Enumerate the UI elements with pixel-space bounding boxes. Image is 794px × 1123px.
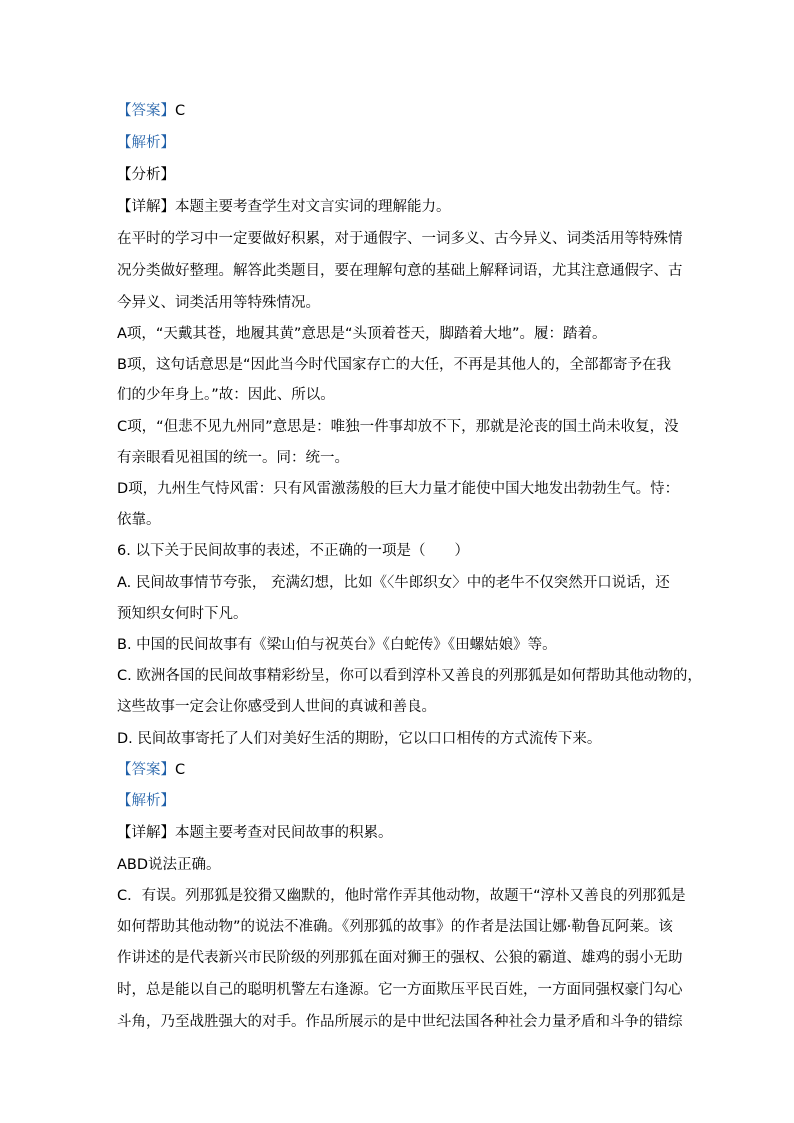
detail-text: 本题主要考查学生对文言实词的理解能力。 (175, 199, 451, 215)
text-line: ABD说法正确。 (117, 857, 221, 873)
text-line: 们的少年身上。”故：因此、所以。 (117, 387, 335, 403)
text-line: C项，“但悲不见九州同”意思是：唯独一件事却放不下，那就是沦丧的国土尚未收复，没 (117, 419, 679, 435)
analysis-tag: 【解析】 (117, 135, 175, 151)
option-a-continued: 预知织女何时下凡。 (117, 606, 248, 622)
option-a: A. 民间故事情节夸张， 充满幻想，比如《〈牛郎织女〉中的老牛不仅突然开口说话，还 (117, 575, 670, 591)
text-line: 斗角，乃至战胜强大的对手。作品所展示的是中世纪法国各种社会力量矛盾和斗争的错综 (117, 1014, 683, 1030)
analysis-tag: 【解析】 (117, 793, 175, 809)
text-line: 依靠。 (117, 512, 161, 528)
detail-tag: 【详解】 (117, 199, 175, 215)
detail-line-2 (117, 823, 393, 843)
detail-tag: 【详解】 (117, 825, 175, 841)
detail-text: 本题主要考查对民间故事的积累。 (175, 825, 393, 841)
text-line: 有亲眼看见祖国的统一。同：统一。 (117, 450, 349, 466)
question-stem: 6. 以下关于民间故事的表述，不正确的一项是（ ） (117, 543, 469, 559)
fenxi-line (117, 165, 175, 185)
option-d: D. 民间故事寄托了人们对美好生活的期盼，它以口口相传的方式流传下来。 (117, 731, 602, 747)
text-line: 况分类做好整理。解答此类题目，要在理解句意的基础上解释词语，尤其注意通假字、古 (117, 263, 683, 279)
answer-tag: 【答案】 (117, 103, 175, 119)
answer-value: C (175, 762, 186, 778)
option-c-continued: 这些故事一定会让你感受到人世间的真诚和善良。 (117, 699, 436, 715)
text-line: B项，这句话意思是“因此当今时代国家存亡的大任，不再是其他人的，全部都寄予在我 (117, 357, 671, 373)
answer-line-2 (117, 760, 185, 780)
option-c: C. 欧洲各国的民间故事精彩纷呈，你可以看到淳朴又善良的列那狐是如何帮助其他动物的， (117, 668, 702, 684)
answer-line-1 (117, 101, 185, 121)
answer-value: C (175, 103, 186, 119)
text-line: 作讲述的是代表新兴市民阶级的列那狐在面对狮王的强权、公狼的霸道、雄鸡的弱小无助 (117, 950, 683, 966)
text-line: D项，九州生气恃风雷：只有风雷激荡般的巨大力量才能使中国大地发出勃勃生气。恃： (117, 481, 680, 497)
text-line: 今异义、词类活用等特殊情况。 (117, 295, 320, 311)
text-line: 如何帮助其他动物”的说法不准确。《列那狐的故事》的作者是法国让娜·勒鲁瓦阿莱。该 (117, 919, 673, 935)
text-line: 在平时的学习中一定要做好积累，对于通假字、一词多义、古今异义、词类活用等特殊情 (117, 231, 683, 247)
text-line: A项，“天戴其苍，地履其黄”意思是“头顶着苍天，脚踏着大地”。履：踏着。 (117, 326, 607, 342)
text-line: C．有误。列那狐是狡猾又幽默的，他时常作弄其他动物，故题干“淳朴又善良的列那狐是 (117, 888, 686, 904)
fenxi-tag: 【分析】 (117, 167, 175, 183)
analysis-line-2 (117, 791, 175, 811)
option-b: B. 中国的民间故事有《梁山伯与祝英台》《白蛇传》《田螺姑娘》等。 (117, 637, 557, 653)
detail-line-1 (117, 197, 451, 217)
analysis-line-1 (117, 133, 175, 153)
text-line: 时，总是能以自己的聪明机警左右逢源。它一方面欺压平民百姓，一方面同强权豪门勾心 (117, 982, 683, 998)
answer-tag: 【答案】 (117, 762, 175, 778)
